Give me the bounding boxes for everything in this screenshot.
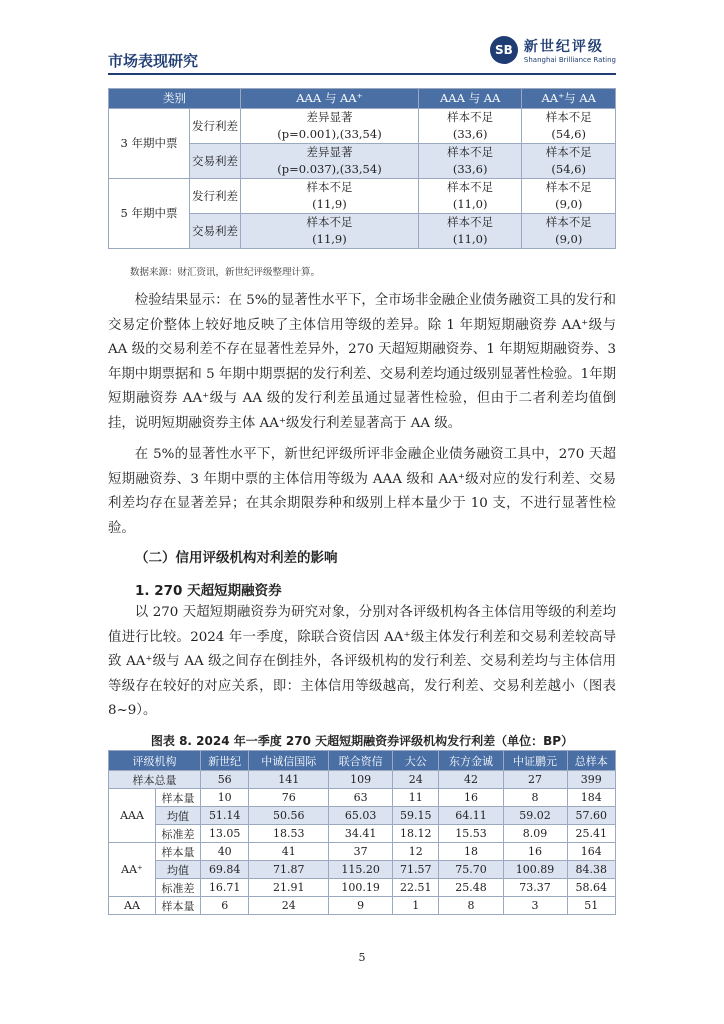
table-header-cell: AA⁺与 AA xyxy=(522,89,616,109)
table-row: 标准差 16.71 21.91 100.19 22.51 25.48 73.37 58.64 xyxy=(109,879,616,897)
group-label: 5 年期中票 xyxy=(109,179,190,249)
table-header-cell: 中证鹏元 xyxy=(503,751,567,771)
table-header-cell: 总样本 xyxy=(567,751,615,771)
table-header-cell: 类别 xyxy=(109,89,241,109)
header-divider xyxy=(108,73,616,75)
section-title: 市场表现研究 xyxy=(108,52,199,70)
significance-table xyxy=(108,88,616,249)
table-caption: 图表 8. 2024 年一季度 270 天超短期融资券评级机构发行利差（单位：BP） xyxy=(150,734,574,748)
table-cell: 样本不足 (54,6) xyxy=(522,144,616,179)
logo-name-en: Shanghai Brilliance Rating xyxy=(523,56,616,64)
table-cell: 样本不足 (33,6) xyxy=(418,109,522,144)
table-cell: 样本不足 (11,0) xyxy=(418,179,522,214)
table-header-cell: 新世纪 xyxy=(201,751,249,771)
page-header xyxy=(108,30,616,74)
section-heading: （二）信用评级机构对利差的影响 xyxy=(135,550,338,566)
issue-spread-table xyxy=(108,750,616,915)
row-label: 交易利差 xyxy=(190,214,241,249)
table-row: AA⁺ 样本量 40 41 37 12 18 16 164 xyxy=(109,843,616,861)
table-row: 标准差 13.05 18.53 34.41 18.12 15.53 8.09 25.41 xyxy=(109,825,616,843)
row-label: 交易利差 xyxy=(190,144,241,179)
table-cell: 样本不足 (11,0) xyxy=(418,214,522,249)
table-header-cell: 联合资信 xyxy=(329,751,393,771)
table-cell: 样本不足 (9,0) xyxy=(522,214,616,249)
data-source-note: 数据来源：财汇资讯，新世纪评级整理计算。 xyxy=(130,267,321,278)
table-cell: 样本不足 (33,6) xyxy=(418,144,522,179)
table-header-cell: 大公 xyxy=(393,751,439,771)
subsection-heading: 1. 270 天超短期融资券 xyxy=(135,583,282,599)
table-row: AA 样本量 6 24 9 1 8 3 51 xyxy=(109,897,616,915)
logo-name-cn: 新世纪评级 xyxy=(523,39,604,55)
table-row: 样本总量 56 141 109 24 42 27 399 xyxy=(109,771,616,789)
table-cell: 样本不足 (11,9) xyxy=(241,179,419,214)
table-cell: 样本不足 (9,0) xyxy=(522,179,616,214)
table-header-cell: AAA 与 AA xyxy=(418,89,522,109)
row-label: 发行利差 xyxy=(190,109,241,144)
logo-mark-icon: SB xyxy=(490,36,518,64)
table-row: 均值 69.84 71.87 115.20 71.57 75.70 100.89 84.38 xyxy=(109,861,616,879)
table-row: 均值 51.14 50.56 65.03 59.15 64.11 59.02 57.60 xyxy=(109,807,616,825)
table-cell: 差异显著 (p=0.001),(33,54) xyxy=(241,109,419,144)
body-paragraph: 以 270 天超短期融资券为研究对象，分别对各评级机构各主体信用等级的利差均值进行比较。2024 年一季度，除联合资信因 AA⁺级主体发行利差和交易利差较高导致 AA⁺级与 AA 级之间存在倒挂外，各评级机构的发行利差、交易利差均与主体信用等级存在较好的对应关系，即：主体信用等级越高，发行利差、交易利差越小（图表 8~9）。 xyxy=(108,605,616,718)
table-cell: 样本不足 (11,9) xyxy=(241,214,419,249)
body-paragraph: 检验结果显示：在 5%的显著性水平下，全市场非金融企业债务融资工具的发行和交易定价整体上较好地反映了主体信用等级的差异。除 1 年期短期融资券 AA⁺级与 AA 级的交易利差不存在显著性差异外，270 天超短期融资券、1 年期短期融资券、3 年期中期票据和 5 年期中期票据的发行利差、交易利差均通过级别显著性检验。1年期短期融资券 AA⁺级与 AA 级的发行利差虽通过显著性检验，但由于二者利差均值倒挂，说明短期融资券主体 AA⁺级发行利差显著高于 AA 级。 xyxy=(108,293,616,431)
table-cell: 差异显著 (p=0.037),(33,54) xyxy=(241,144,419,179)
table-header-cell: AAA 与 AA⁺ xyxy=(241,89,419,109)
logo xyxy=(490,36,616,64)
page-number: 5 xyxy=(358,951,366,964)
body-paragraph: 在 5%的显著性水平下，新世纪评级所评非金融企业债务融资工具中，270 天超短期融资券、3 年期中票的主体信用等级为 AAA 级和 AA⁺级对应的发行利差、交易利差均存在显著差异；在其余期限券种和级别上样本量少于 10 支，不进行显著性检验。 xyxy=(108,447,616,536)
table-header-cell: 东方金诚 xyxy=(439,751,503,771)
table-cell: 样本不足 (54,6) xyxy=(522,109,616,144)
table-header-cell: 评级机构 xyxy=(109,751,201,771)
table-row: AAA 样本量 10 76 63 11 16 8 184 xyxy=(109,789,616,807)
group-label: 3 年期中票 xyxy=(109,109,190,179)
table-header-cell: 中诚信国际 xyxy=(249,751,329,771)
row-label: 发行利差 xyxy=(190,179,241,214)
